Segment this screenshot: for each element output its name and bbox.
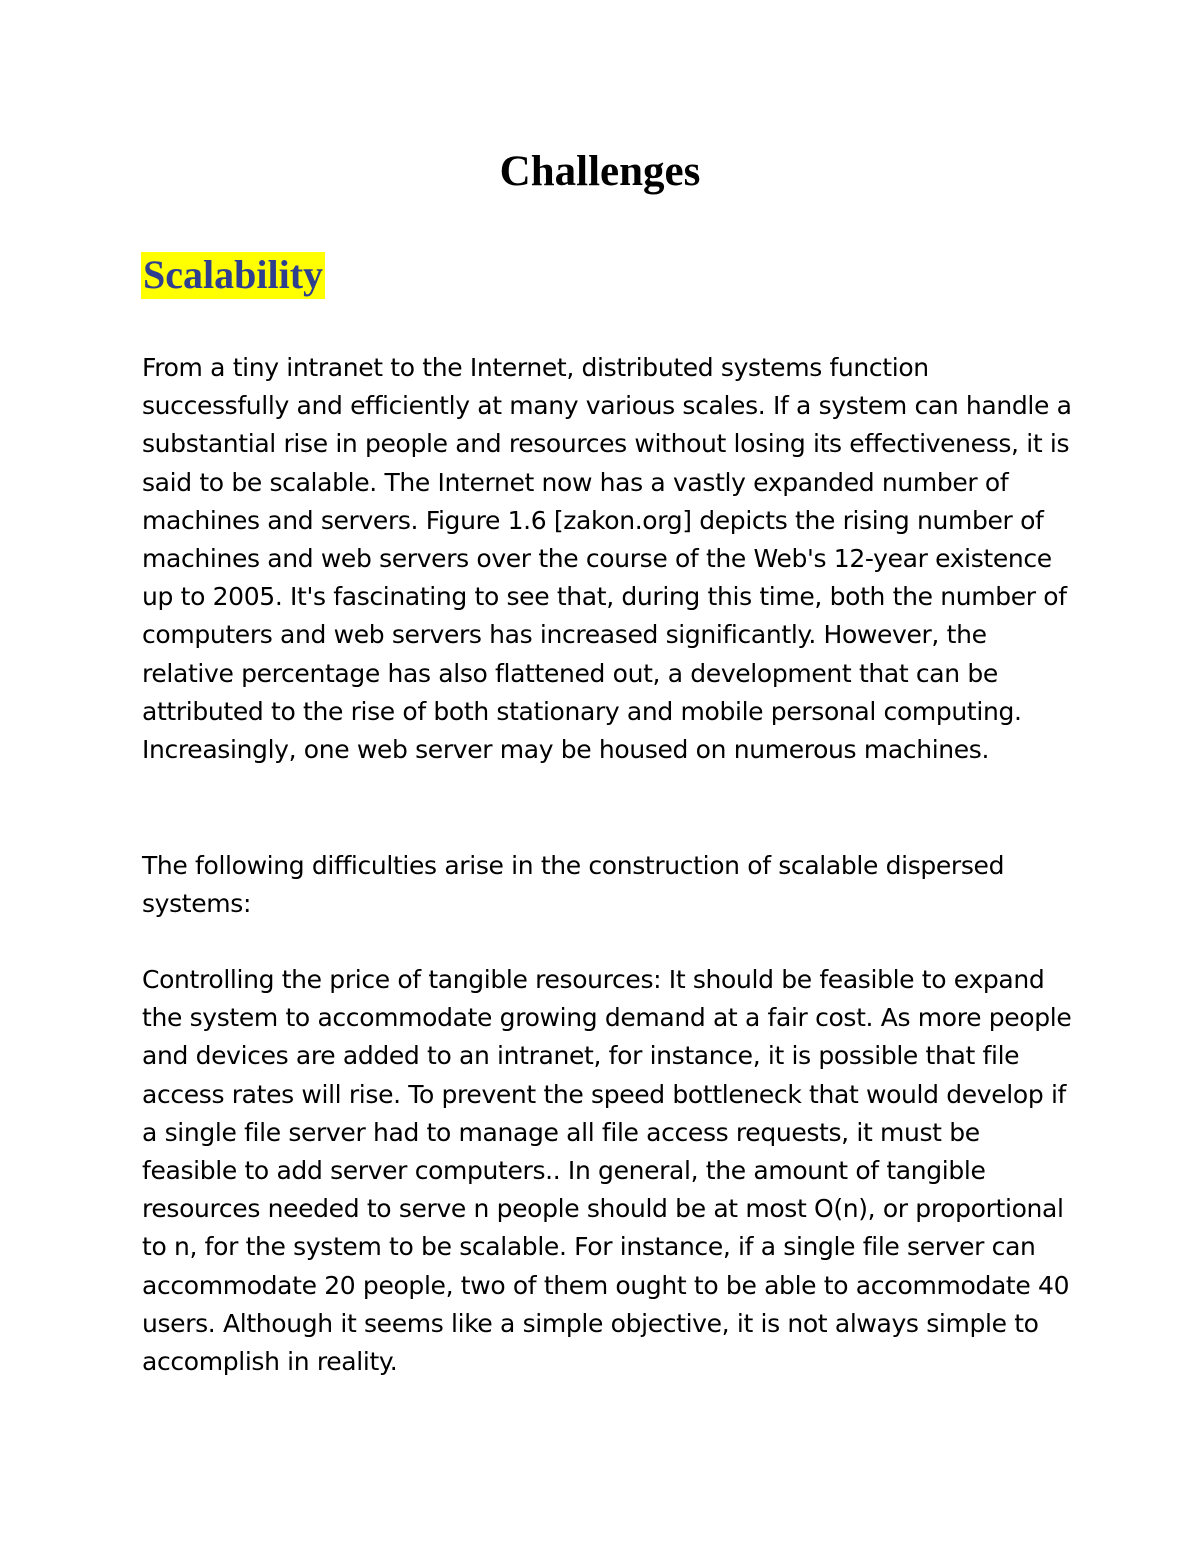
section-heading-scalability xyxy=(141,250,325,300)
page-title: Challenges xyxy=(499,148,701,195)
paragraph-intro: From a tiny intranet to the Internet, distributed systems function successfully and efficiently at many various scales. If a system can handle a substantial rise in people and resources without losing its effectiveness, it is said to be scalable. The Internet now has a vastly expanded number of machines and servers. Figure 1.6 [zakon.org] depicts the rising number of machines and web servers over the course of the Web's 12-year existence up to 2005. It's fascinating to see that, during this time, both the number of computers and web servers has increased significantly. However, the relative percentage has also flattened out, a development that can be attributed to the rise of both stationary and mobile personal computing. Increasingly, one web server may be housed on numerous machines. xyxy=(142,353,1072,765)
highlighted-heading-text: Scalability xyxy=(143,252,324,297)
paragraph-difficulties: The following difficulties arise in the construction of scalable dispersed systems: xyxy=(142,851,1005,919)
paragraph-resource-cost: Controlling the price of tangible resources: It should be feasible to expand the system to accommodate growing demand at a fair cost. As more people and devices are added to an intranet, for instance, it is possible that file access rates will rise. To prevent the speed bottleneck that would develop if a single file server had to manage all file access requests, it must be feasible to add server computers.. In general, the amount of tangible resources needed to serve n people should be at most O(n), or proportional to n, for the system to be scalable. For instance, if a single file server can accommodate 20 people, two of them ought to be able to accommodate 40 users. Although it seems like a simple objective, it is not always simple to accomplish in reality. xyxy=(142,965,1072,1377)
